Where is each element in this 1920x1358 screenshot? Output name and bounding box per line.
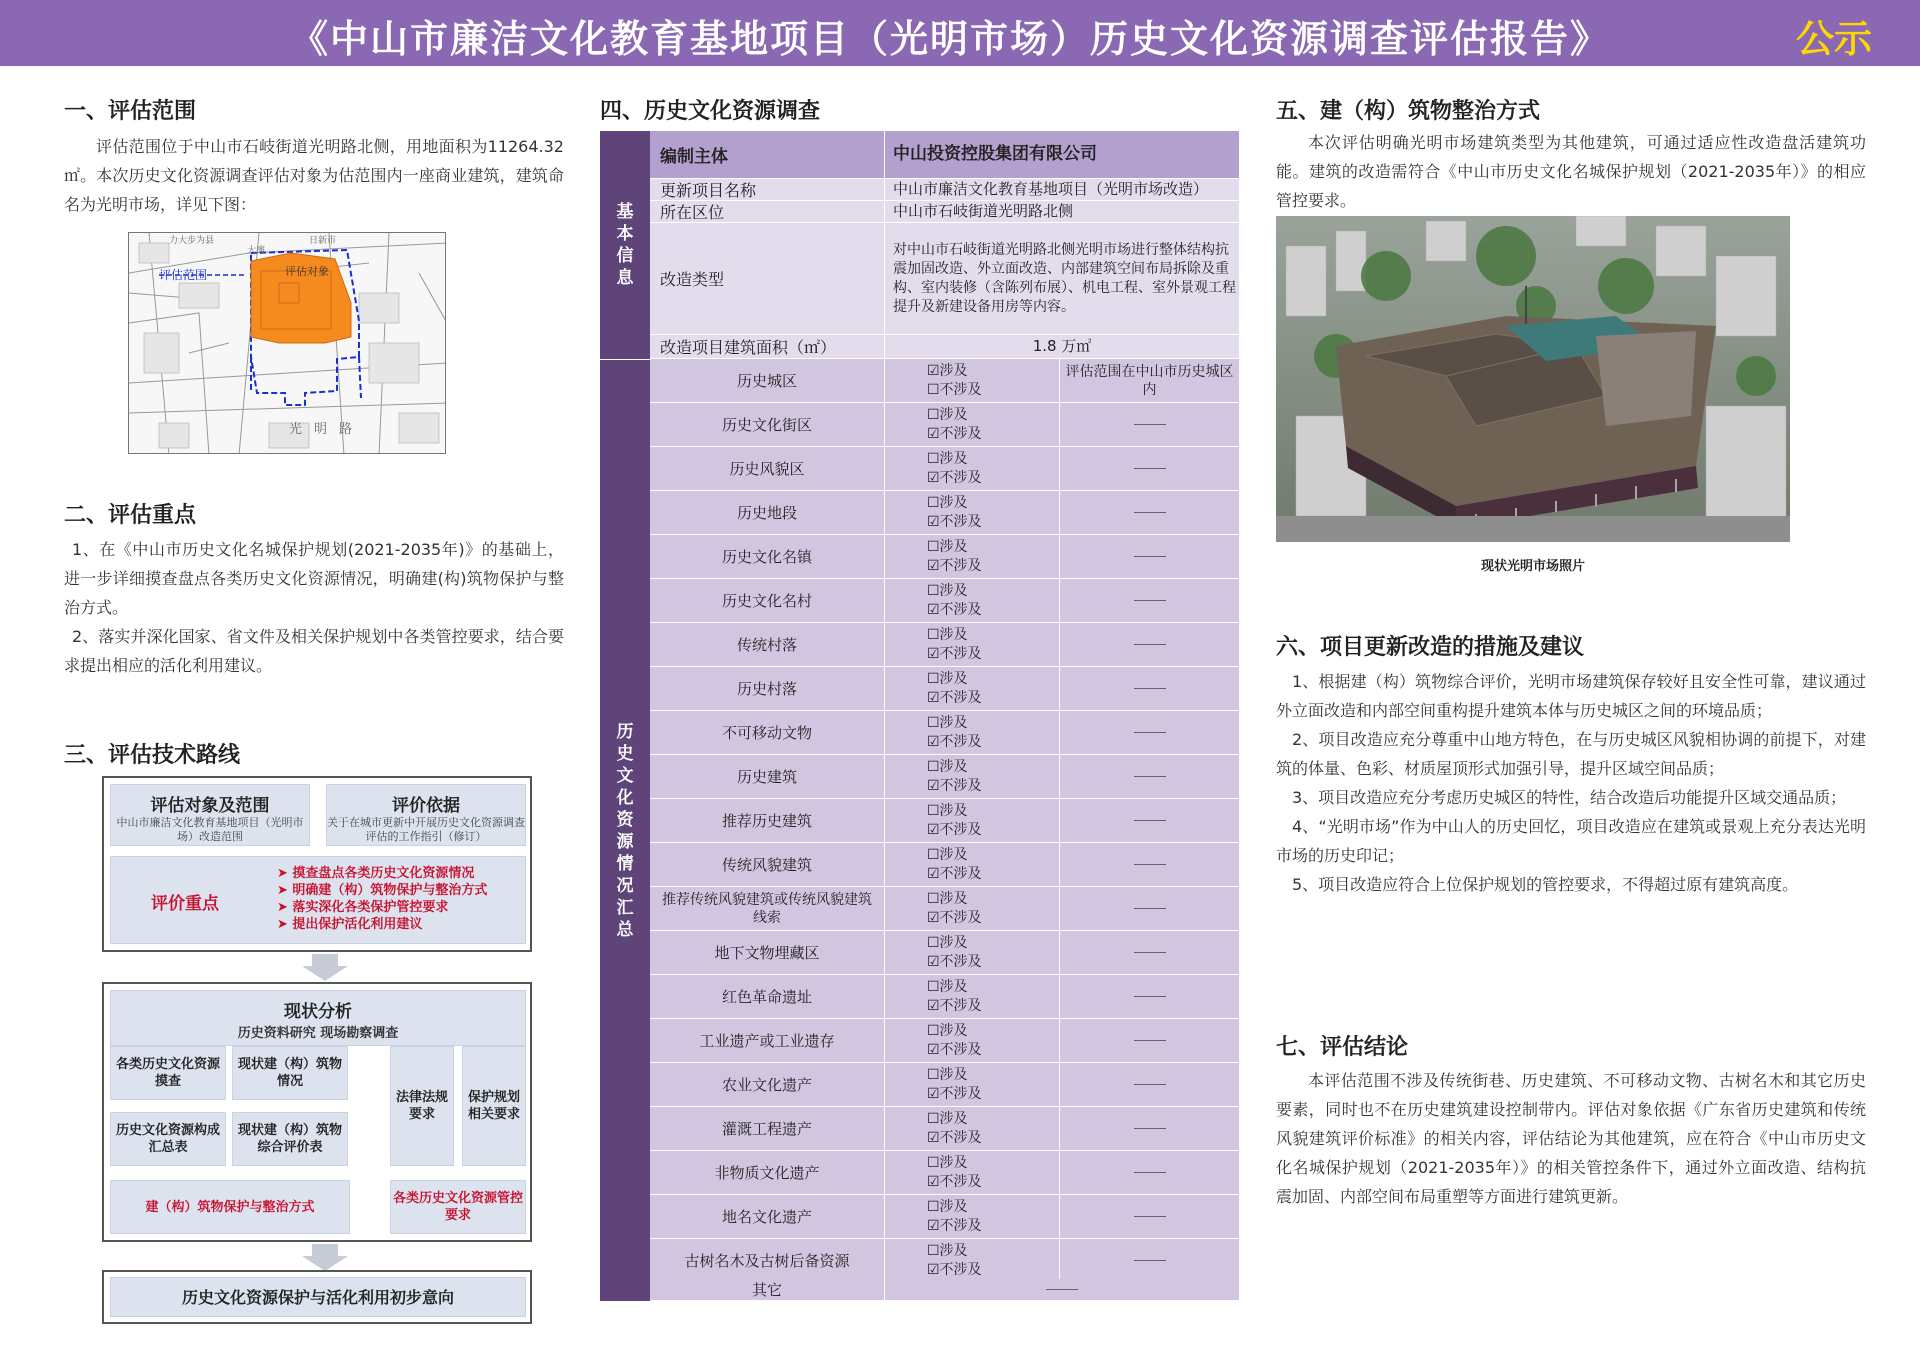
resource-name: 地名文化遗产	[650, 1195, 885, 1239]
flow-building-evaluation: 现状建（构）筑物综合评价表	[232, 1112, 348, 1166]
dash	[1134, 952, 1166, 953]
market-photo-drawing	[1276, 216, 1790, 542]
resource-involvement	[885, 887, 1060, 931]
table-row-resource	[650, 579, 1240, 623]
flow-focus-list	[277, 865, 487, 933]
suggestion-item: 1、根据建（构）筑物综合评价，光明市场建筑保存较好且安全性可靠，建议通过外立面改造和内部空间重构提升建筑本体与历史城区之间的环境品质；	[1276, 672, 1866, 720]
table-row-resource	[650, 755, 1240, 799]
table-row-resource	[650, 535, 1240, 579]
table-row-resource	[650, 623, 1240, 667]
table-row-resource	[650, 403, 1240, 447]
table-row-info	[650, 179, 1240, 201]
resource-involvement	[885, 1019, 1060, 1063]
table-value: 对中山市石岐街道光明路北侧光明市场进行整体结构抗震加固改造、外立面改造、内部建筑空间布局拆除及重构、室内装修（含陈列布展）、机电工程、室外景观工程提升及新建设备用房等内容。	[885, 223, 1240, 335]
dash	[1134, 820, 1166, 821]
dash	[1134, 512, 1166, 513]
resource-involvement	[885, 623, 1060, 667]
dash	[1134, 732, 1166, 733]
location-map	[128, 232, 446, 454]
location-map-drawing	[129, 233, 446, 454]
flow-analysis-sub: 历史资料研究 现场勘察调查	[237, 1026, 399, 1041]
resource-note	[1060, 623, 1240, 667]
flow-plan-requirements: 保护规划相关要求	[462, 1046, 526, 1166]
not-involved-option: ☑不涉及	[927, 777, 982, 794]
resource-name: 地下文物埋藏区	[650, 931, 885, 975]
involved-option: ☑涉及	[927, 362, 968, 379]
resource-note	[1060, 975, 1240, 1019]
table-row-info	[650, 131, 1240, 179]
resource-note	[1060, 667, 1240, 711]
involved-option: ☐涉及	[927, 1154, 968, 1171]
flow-evaluation-basis-title: 评价依据	[392, 796, 460, 816]
resource-note	[1060, 447, 1240, 491]
not-involved-option: ☑不涉及	[927, 953, 982, 970]
involved-option: ☐涉及	[927, 714, 968, 731]
resource-involvement	[885, 579, 1060, 623]
involved-option: ☐涉及	[927, 758, 968, 775]
suggestion-item: 5、项目改造应符合上位保护规划的管控要求，不得超过原有建筑高度。	[1292, 875, 1799, 894]
flow-control-requirements: 各类历史文化资源管控要求	[390, 1180, 526, 1234]
table-row-resource	[650, 843, 1240, 887]
not-involved-option: ☑不涉及	[927, 1085, 982, 1102]
table-row-resource	[650, 667, 1240, 711]
market-photo	[1276, 216, 1790, 542]
flow-focus-item: ➤ 明确建（构）筑物保护与整治方式	[277, 883, 488, 898]
table-row-resource	[650, 1063, 1240, 1107]
involved-option: ☐涉及	[927, 450, 968, 467]
not-involved-option: ☑不涉及	[927, 1261, 982, 1278]
section-2-heading: 二、评估重点	[64, 503, 197, 528]
market-photo-caption: 现状光明市场照片	[1480, 559, 1585, 574]
not-involved-option: ☑不涉及	[927, 645, 982, 662]
resource-name: 历史风貌区	[650, 447, 885, 491]
resource-name: 历史地段	[650, 491, 885, 535]
resource-name: 工业遗产或工业遗存	[650, 1019, 885, 1063]
section-6-list	[1276, 667, 1866, 899]
table-row-resource	[650, 975, 1240, 1019]
dash	[1134, 556, 1166, 557]
flow-analysis	[110, 990, 526, 1046]
resource-note	[1060, 1063, 1240, 1107]
involved-option: ☐涉及	[927, 934, 968, 951]
section-6-heading: 六、项目更新改造的措施及建议	[1276, 635, 1585, 660]
resource-name: 红色革命遗址	[650, 975, 885, 1019]
table-other-value	[885, 1279, 1240, 1301]
involved-option: ☐涉及	[927, 582, 968, 599]
resource-note	[1060, 931, 1240, 975]
flow-evaluation-object	[110, 784, 310, 846]
resource-involvement	[885, 491, 1060, 535]
table-key: 改造项目建筑面积（㎡）	[650, 335, 885, 359]
resource-involvement	[885, 1063, 1060, 1107]
involved-option: ☐涉及	[927, 1242, 968, 1259]
suggestion-item: 2、项目改造应充分尊重中山地方特色，在与历史城区风貌相协调的前提下，对建筑的体量、色彩、材质屋顶形式加强引导，提升区域空间品质；	[1276, 730, 1866, 778]
flow-resource-survey: 各类历史文化资源摸查	[110, 1046, 226, 1100]
resource-name: 非物质文化遗产	[650, 1151, 885, 1195]
resource-note	[1060, 755, 1240, 799]
table-row-resource	[650, 931, 1240, 975]
resource-name: 历史建筑	[650, 755, 885, 799]
not-involved-option: ☑不涉及	[927, 1041, 982, 1058]
not-involved-option: ☑不涉及	[927, 865, 982, 882]
flow-block-middle	[102, 982, 532, 1242]
public-notice-badge: 公示	[1795, 17, 1872, 61]
map-object-label: 评估对象	[285, 265, 329, 278]
resource-name: 历史城区	[650, 359, 885, 403]
dash	[1134, 908, 1166, 909]
section-7-heading: 七、评估结论	[1276, 1035, 1409, 1060]
section-1-heading: 一、评估范围	[64, 99, 197, 124]
resource-name: 推荐传统风貌建筑或传统风貌建筑线索	[650, 887, 885, 931]
involved-option: ☐涉及	[927, 1066, 968, 1083]
resource-involvement	[885, 447, 1060, 491]
section-2-point-1: 1、在《中山市历史文化名城保护规划(2021-2035年)》的基础上，进一步详细摸查盘点各类历史文化资源情况，明确建(构)筑物保护与整治方式。	[64, 540, 564, 617]
resource-name: 历史文化名村	[650, 579, 885, 623]
section-4-heading: 四、历史文化资源调查	[600, 99, 821, 124]
dash	[1134, 864, 1166, 865]
table-row-resource	[650, 1107, 1240, 1151]
flow-evaluation-object-sub: 中山市廉洁文化教育基地项目（光明市场）改造范围	[116, 816, 304, 843]
dash	[1134, 996, 1166, 997]
table-row-resource	[650, 359, 1240, 403]
table-row-info	[650, 223, 1240, 335]
page-header	[0, 0, 1920, 66]
section-5-text: 本次评估明确光明市场建筑类型为其他建筑，可通过适应性改造盘活建筑功能。建筑的改造需符合《中山市历史文化名城保护规划（2021-2035年）》的相应管控要求。	[1276, 133, 1866, 210]
involved-option: ☐涉及	[927, 1198, 968, 1215]
flow-focus-item: ➤ 落实深化各类保护管控要求	[277, 900, 449, 915]
resource-name: 传统风貌建筑	[650, 843, 885, 887]
table-value: 中山投资控股集团有限公司	[885, 131, 1240, 179]
involved-option: ☐涉及	[927, 890, 968, 907]
resource-note	[1060, 1239, 1240, 1283]
resource-note	[1060, 1019, 1240, 1063]
dash	[1134, 468, 1166, 469]
flow-evaluation-basis	[326, 784, 526, 846]
dash	[1134, 600, 1166, 601]
resource-name: 历史文化名镇	[650, 535, 885, 579]
table-row-resource	[650, 1151, 1240, 1195]
flow-arrow-1	[300, 954, 350, 982]
dash	[1134, 1040, 1166, 1041]
resource-involvement	[885, 843, 1060, 887]
flow-evaluation-focus	[110, 856, 526, 944]
map-label-1: 力大步为县	[169, 236, 215, 246]
resource-involvement	[885, 975, 1060, 1019]
flow-focus-item: ➤ 提出保护活化利用建议	[277, 917, 423, 932]
table-value: 中山市廉洁文化教育基地项目（光明市场改造）	[885, 179, 1240, 201]
resource-involvement	[885, 667, 1060, 711]
table-key: 编制主体	[650, 131, 885, 179]
resource-involvement	[885, 1195, 1060, 1239]
flow-evaluation-object-title: 评估对象及范围	[150, 796, 270, 816]
resource-note	[1060, 491, 1240, 535]
flow-legal-requirements: 法律法规要求	[390, 1046, 454, 1166]
involved-option: ☐涉及	[927, 846, 968, 863]
page-title: 《中山市廉洁文化教育基地项目（光明市场）历史文化资源调查评估报告》	[289, 17, 1610, 61]
table-row-resource	[650, 1195, 1240, 1239]
map-label-3: 日新市	[309, 236, 337, 246]
resource-note	[1060, 1195, 1240, 1239]
flow-final-intent: 历史文化资源保护与活化利用初步意向	[110, 1277, 526, 1317]
section-3-heading: 三、评估技术路线	[64, 743, 241, 768]
not-involved-option: ☑不涉及	[927, 1173, 982, 1190]
involved-option: ☐涉及	[927, 1110, 968, 1127]
resource-name: 古树名木及古树后备资源	[650, 1239, 885, 1283]
section-2-body	[64, 535, 564, 680]
not-involved-option: ☐不涉及	[927, 381, 982, 398]
dash	[1134, 688, 1166, 689]
flow-evaluation-basis-sub: 关于在城市更新中开展历史文化资源调查评估的工作指引（修订）	[327, 816, 525, 843]
flow-protection-method: 建（构）筑物保护与整治方式	[110, 1180, 350, 1234]
not-involved-option: ☑不涉及	[927, 513, 982, 530]
map-road-label: 光明路	[289, 422, 365, 437]
table-row-resource	[650, 711, 1240, 755]
involved-option: ☐涉及	[927, 406, 968, 423]
involved-option: ☐涉及	[927, 538, 968, 555]
not-involved-option: ☑不涉及	[927, 1217, 982, 1234]
involved-option: ☐涉及	[927, 494, 968, 511]
resource-note	[1060, 403, 1240, 447]
resource-note	[1060, 1151, 1240, 1195]
flow-block-top	[102, 776, 532, 952]
flow-arrow-2	[300, 1244, 350, 1272]
map-range-label: 评估范围	[159, 268, 208, 282]
resource-survey-table	[600, 131, 1240, 1301]
section-1-text: 评估范围位于中山市石岐街道光明路北侧，用地面积为11264.32㎡。本次历史文化资源调查评估对象为估范围内一座商业建筑，建筑命名为光明市场，详见下图：	[64, 137, 564, 214]
resource-name: 历史村落	[650, 667, 885, 711]
resource-note	[1060, 579, 1240, 623]
resource-involvement	[885, 1107, 1060, 1151]
resource-name: 灌溉工程遗产	[650, 1107, 885, 1151]
not-involved-option: ☑不涉及	[927, 601, 982, 618]
resource-involvement	[885, 711, 1060, 755]
resource-name: 推荐历史建筑	[650, 799, 885, 843]
dash	[1134, 1216, 1166, 1217]
dash	[1134, 776, 1166, 777]
flow-analysis-title: 现状分析	[284, 1002, 352, 1022]
not-involved-option: ☑不涉及	[927, 425, 982, 442]
resource-involvement	[885, 755, 1060, 799]
involved-option: ☐涉及	[927, 626, 968, 643]
resource-note	[1060, 1107, 1240, 1151]
map-label-2: 大廉	[247, 246, 266, 256]
dash	[1134, 1260, 1166, 1261]
involved-option: ☐涉及	[927, 1022, 968, 1039]
table-row-resource	[650, 1019, 1240, 1063]
resource-name: 农业文化遗产	[650, 1063, 885, 1107]
flow-focus-item: ➤ 摸查盘点各类历史文化资源情况	[277, 866, 475, 881]
not-involved-option: ☑不涉及	[927, 821, 982, 838]
flow-building-status: 现状建（构）筑物情况	[232, 1046, 348, 1100]
table-side-resource-summary: 历史文化资源情况汇总	[600, 359, 650, 1301]
dash	[1134, 1084, 1166, 1085]
resource-involvement	[885, 799, 1060, 843]
section-7-text: 本评估范围不涉及传统街巷、历史建筑、不可移动文物、古树名木和其它历史要素，同时也不在历史建筑建设控制带内。评估对象依据《广东省历史建筑和传统风貌建筑评价标准》的相关内容，评估结论为其他建筑，应在符合《中山市历史文化名城保护规划（2021-2035年）》的相关管控条件下，通过外立面改造、结构抗震加固、内部空间布局重塑等方面进行建筑更新。	[1276, 1071, 1866, 1206]
resource-name: 不可移动文物	[650, 711, 885, 755]
table-row-resource	[650, 799, 1240, 843]
resource-involvement	[885, 535, 1060, 579]
resource-involvement	[885, 1239, 1060, 1283]
suggestion-item: 3、项目改造应充分考虑历史城区的特性，结合改造后功能提升区域交通品质；	[1292, 788, 1847, 807]
section-2-point-2: 2、落实并深化国家、省文件及相关保护规划中各类管控要求，结合要求提出相应的活化利用建议。	[64, 627, 564, 675]
table-key: 所在区位	[650, 201, 885, 223]
table-key: 更新项目名称	[650, 179, 885, 201]
not-involved-option: ☑不涉及	[927, 689, 982, 706]
table-row-resource	[650, 887, 1240, 931]
resource-note	[1060, 799, 1240, 843]
section-5-heading: 五、建（构）筑物整治方式	[1276, 99, 1541, 124]
not-involved-option: ☑不涉及	[927, 997, 982, 1014]
table-other-label: 其它	[650, 1279, 885, 1301]
dash	[1046, 1289, 1078, 1290]
not-involved-option: ☑不涉及	[927, 733, 982, 750]
flow-block-final	[102, 1270, 532, 1324]
suggestion-item: 4、“光明市场”作为中山人的历史回忆，项目改造应在建筑或景观上充分表达光明市场的历史印记；	[1276, 817, 1866, 865]
not-involved-option: ☑不涉及	[927, 1129, 982, 1146]
flow-resource-summary: 历史文化资源构成汇总表	[110, 1112, 226, 1166]
table-side-basic-info: 基本信息	[600, 131, 650, 359]
dash	[1134, 644, 1166, 645]
not-involved-option: ☑不涉及	[927, 557, 982, 574]
resource-name: 历史文化街区	[650, 403, 885, 447]
resource-note	[1060, 887, 1240, 931]
resource-note: 评估范围在中山市历史城区内	[1060, 359, 1240, 403]
table-value: 中山市石岐街道光明路北侧	[885, 201, 1240, 223]
resource-note	[1060, 711, 1240, 755]
involved-option: ☐涉及	[927, 802, 968, 819]
table-value: 1.8 万㎡	[885, 335, 1240, 359]
table-row-resource	[650, 447, 1240, 491]
involved-option: ☐涉及	[927, 978, 968, 995]
resource-involvement	[885, 359, 1060, 403]
table-row-resource	[650, 1239, 1240, 1283]
dash	[1134, 1128, 1166, 1129]
resource-involvement	[885, 931, 1060, 975]
table-row-info	[650, 335, 1240, 359]
resource-note	[1060, 843, 1240, 887]
dash	[1134, 424, 1166, 425]
table-key: 改造类型	[650, 223, 885, 335]
resource-involvement	[885, 403, 1060, 447]
dash	[1134, 1172, 1166, 1173]
involved-option: ☐涉及	[927, 670, 968, 687]
not-involved-option: ☑不涉及	[927, 909, 982, 926]
table-row-resource	[650, 491, 1240, 535]
not-involved-option: ☑不涉及	[927, 469, 982, 486]
flow-focus-title: 评价重点	[151, 894, 219, 914]
table-row-other	[650, 1279, 1240, 1301]
resource-note	[1060, 535, 1240, 579]
resource-name: 传统村落	[650, 623, 885, 667]
resource-involvement	[885, 1151, 1060, 1195]
table-row-info	[650, 201, 1240, 223]
